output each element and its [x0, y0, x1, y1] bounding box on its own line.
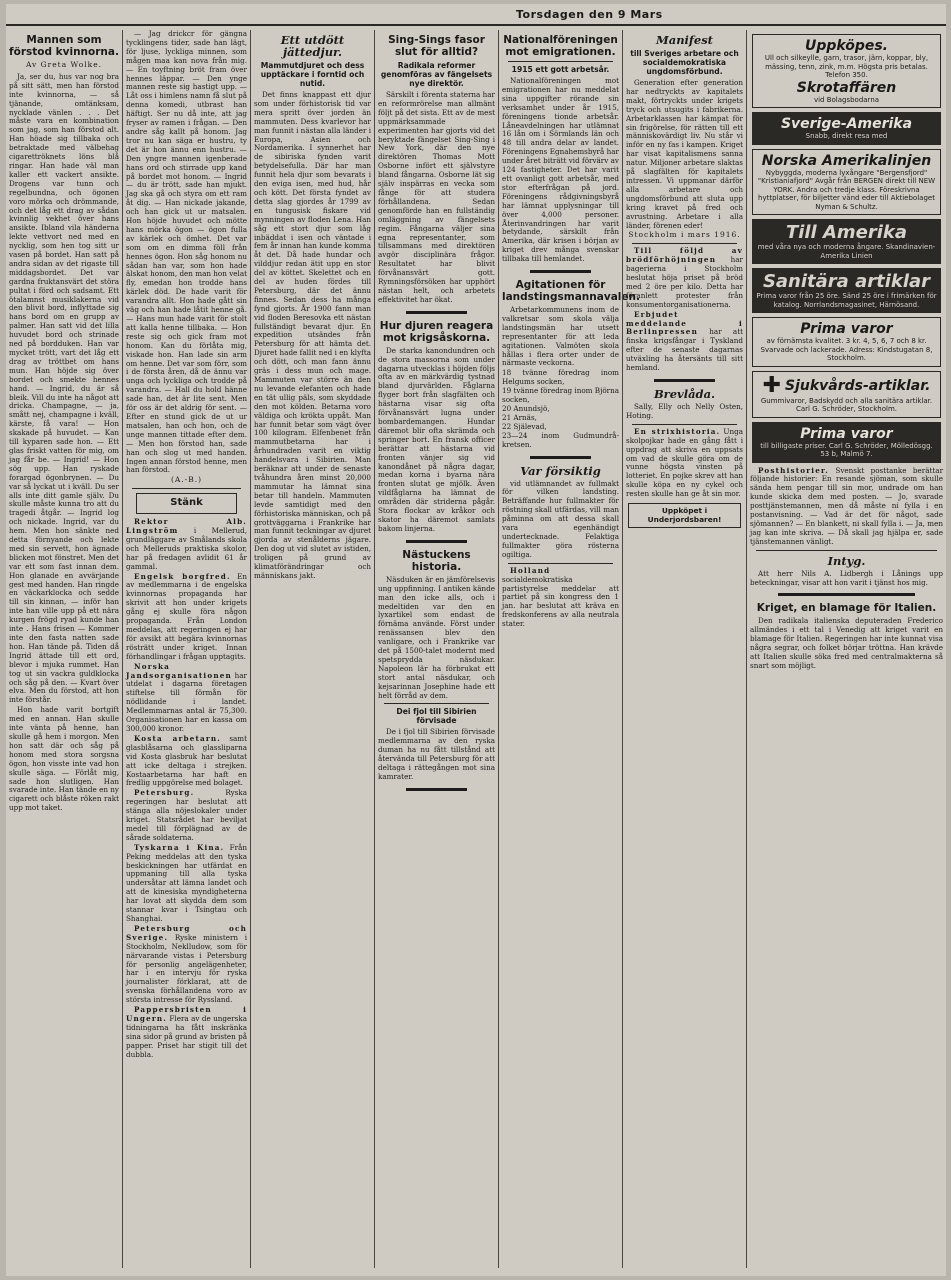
column-3 — [250, 30, 374, 1268]
advertisement — [752, 219, 941, 264]
schedule-item: 18 tvänne föredrag inom Helgums socken, — [502, 368, 619, 387]
advertisement — [752, 149, 941, 216]
article-headline: Nationalföreningen mot emigrationen. — [503, 34, 618, 58]
notice-text: Svenskt posttanke berättar följande historier: En resande sjöman, som skulle sända hem pengar till sin mor, undrade om han kunde skicka dem med posten. — Jo, svarade posttjänstemannen, men då måste ni fylla i en postanvisning. — Vad är det för något, sade sjömannen? — En blankett, ni skall fylla i. — Ja, men jag kan inte skriva. — Då skall jag hjälpa er, sade tjänstemannen vänligt. — [750, 465, 943, 546]
advertisement — [752, 317, 941, 367]
column-1 — [6, 30, 122, 1268]
article-body: vid utlämnandet av fullmakt för vilken landsting. Beträffande hur fullmakter för röstning skall utfärdas, vill man påminna om att dessa skall vara egenhändigt undertecknade. Felaktiga fullmakter göra rösterna ogiltiga. — [502, 478, 619, 559]
article-headline: Nästuckens historia. — [402, 548, 471, 573]
advertisement — [752, 112, 941, 145]
article-body: Särskilt i förenta staterna har en reformrörelse man allmänt följt på det sista. Ett av de mest uppmärksammade experimenten har gjorts vid det beryktade fängelset Sing-Sing i New York, där den nye direktören Thomas Mott Osborne infört ett självstyre bland fångarna. Osborne lät sig själv inspärras en vecka som fånge för att studera förhållandena. Sedan genomförde han en fullständig omläggning av fängelsets regim. Fångarna väljer sina egna representanter, som tillsammans med direktören avgör disciplinära frågor. Resultatet har blivit förvånansvärt gott. Rymningsförsöken har upphört nästan helt, och arbetets effektivitet har ökat. — [378, 90, 495, 304]
ad-title: Norska Amerikalinjen — [761, 152, 932, 169]
article-headline: Kriget, en blamage för Italien. — [756, 602, 937, 615]
article-subheadline: till Sveriges arbetare och socialdemokratiska ungdomsförbund. — [630, 49, 739, 76]
ad-text: Nybyggda, moderna lyxångare "Bergensfjord" "Kristianiafjord" Avgår från BERGEN direkt till NEW YORK. Andra och tredje klass. Föreskrivna hyttplatser, för biljetter vänd eder till Aktiebolaget Nyman & Schultz. — [757, 168, 936, 211]
ad-text: Uppköpet i Underjordsbaren! — [647, 506, 722, 524]
divider — [508, 61, 613, 62]
newspaper-page — [6, 4, 946, 1276]
schedule-item: 22 Själevad, — [502, 421, 547, 431]
masthead — [6, 4, 946, 26]
notice-text: i Mellerud, grundläggare av Smålands skola och Melleruds praktiska skolor, har på fredagen avlidit 61 år gammal. — [126, 526, 247, 571]
notice-head: Holland — [510, 565, 551, 575]
article-subheadline: Dei fjol till Sibirien förvisade — [396, 707, 477, 726]
notice-head: Norska Jandsorganisationen — [126, 661, 232, 680]
column-5 — [498, 30, 640, 1268]
ad-text: Snabb, direkt resa med — [805, 132, 888, 140]
ad-title: Skrotaffären — [796, 79, 897, 96]
article-headline: Ett utdött jättedjur. — [280, 33, 345, 59]
ad-title: Sjukvårds-artiklar. — [785, 377, 931, 394]
article-body: — Jag drickcr för gängna tycklingens tider, sade han lägt, för ljuse, lyckliga minnen, som mågen maa kan nova från mig. — En toyftning bröt fram över hennes läppar. — Den ynge mannen reste sig hastigt upp. — Låt oss i himlens namn få slut på denna komedi, utbrast han häftigt. Ser nu då inte, att jag fryser av ramen i frågan. — Den andre såg kallt på honom. Jag tror nu kan säga er hustru, ty det är hon ännu enn hustru. — Den yngre mannen igenberade hans ord och stirrade upp kand på bordet mot honom. — Ingrid — du är trött, sade han mjukt. Jag ska gå och styra om ett ram åt dig. — Han nickade jakande, och han gick ut ur matsalen. Hon höjde huvudet och mötte hans mörka ögon — ögon fulla av kärlek och ömhet. Det var som om en dimma föll från hennes ögon. Hon såg honom nu sådan han var, som hon hade älskat honom, den man hon velat fly, emedan hon trodde hans kärlek död. De hade varit för varandra allt. Hon hade gått sin väg och han hade låtit henne gå. — Hans mun hade varit för stolt att kalla henne tillbaka. — Hon reste sig och gick fram mot honom. Kan du förlåta mig, viskade hon. Han lade sin arm om henne. Det var som förr, som i de första åren, då de ännu var unga och lyckliga och trodde på varandra. — Hall du hold hänne sade han, det är lite sent. Men för oss är det aldrig för sent. — Efter en stund gick de ut ur matsalen, han och hon, och de unge mannen tittade efter dem. — Men hon förstod han, sade han och slog ut med handen. Ingen annan förstod henne, men han förstod. — [126, 29, 247, 475]
ad-text: Ull och silkeylle, garn, trasor, järn, koppar, bly, mässing, tenn, zink, m.m. Högsta pris betalas. Telefon 350. — [764, 54, 929, 79]
article-body: De starka kanondundren och de stora massorna som under dagarna utvecklas i höjden följs ofta av en märkvärdig tystnad bland djurvärlden. Fåglarna flyger bort från slagfälten och hästarna visar sig ofta förvånansvärt lugna under bombardemangen. Hundar däremot blir ofta skrämda och springer bort. En fransk officer berättar att hästarna vid fronten vänjer sig vid kanondånet på några dagar, medan korna i byarna nära fronten slutat ge mjölk. Även vildfåglarna ha lämnat de områden där striderna pågår. Stora flockar av kråkor och skator ha däremot samlats bakom linjerna. — [378, 345, 495, 533]
column-4 — [374, 30, 498, 1268]
notice-text: Att herr Nils A. Lidbergh i Lånings upp beteckningar, visar att hon varit i tjänst hos mig. — [750, 568, 943, 587]
advertisement — [752, 34, 941, 108]
ad-text: Prima varor från 25 öre. Sänd 25 öre i frimärken för katalog. Norrlandsmagasinet, Härnösand. — [756, 292, 937, 309]
section-heading: Brevlåda. — [653, 387, 716, 401]
notice-head: Posthistorier. — [758, 465, 830, 475]
notice-text: Från Peking meddelas att den tyska beskickningen har utfärdat en uppmaning till alla tyska undersåtar att lämna landet och att de kinesiska myndigheterna har lovat att skydda dem som stannar kvar i Tsingtau och Shanghai. — [126, 842, 247, 923]
ad-title: Prima varor — [800, 321, 893, 337]
notice-text: har bagerierna i Stockholm beslutat höja priset på bröd med 2 öre per kilo. Detta har föranlett protester från konsumentorganisationerna. — [626, 255, 743, 309]
article-subheadline: Mammutdjuret och dess upptäckare i forntid och nutid. — [260, 61, 365, 88]
divider — [530, 456, 591, 459]
divider — [384, 703, 489, 704]
cross-icon: ✚ — [762, 372, 781, 398]
article-headline: Var försiktig — [520, 463, 601, 478]
article-body: Näsduken är en jämförelsevis ung uppfinning. I antiken kände man den icke alls, och i medeltiden var den en lyxartikel som endast de förnäma använde. Först under renässansen blev den vanligare, och i Frankrike var det på 1500-talet modernt med spetsprydda näsdukar. Napoleon lär ha förbrukat ett stort antal näsdukar, och kejsarinnan Josephine hade ett helt förråd av dem. — [378, 574, 495, 700]
ad-title: Prima varor — [800, 425, 893, 442]
notice-head: Till följd av brödförhöjningen — [626, 246, 743, 265]
divider — [406, 540, 467, 543]
ad-title: Sverige-Amerika — [780, 116, 913, 132]
notice-text: har att finska krigsfångar i Tyskland efter de senaste dagarnas utväxling ha återsänts till sitt hemland. — [626, 327, 743, 373]
article-source: (A.-B.) — [170, 475, 203, 485]
article-body: Generation efter generation har nedtryckts av kapitalets makt, förtryckts under krigets tryck och utsugits i fabrikerna. Arbetarklassen har kämpat för sin frigörelse, för rätten till ett människovärdigt liv. Nu står vi inför en ny fas i kampen. Kriget har visat kapitalismens sanna natur. Miljoner arbetare slaktas på slagfälten för kapitalets intressen. Vi uppmanar därför alla arbetare och ungdomsförbund att sluta upp kring kravet på fred och avrustning. Arbetare i alla länder, förenen eder! — [626, 78, 743, 230]
notice-head: Kosta arbetarn. — [134, 733, 221, 743]
article-headline: Agitationen för landstingsmannavalen. — [502, 279, 640, 304]
column-7 — [746, 30, 946, 1268]
divider — [778, 593, 915, 596]
article-subheadline: Radikala reformer genomföras av fängelsets nye direktör. — [380, 61, 493, 88]
ad-title: Uppköpes. — [804, 38, 888, 54]
article-byline: Av Greta Wolke. — [25, 60, 103, 69]
notice-text: har utdelat i dagarna företagen stiftelse till förmån för nödlidande i landet. Medlemmarnas antal är 75,300. Organisationen har en kassa om 300,000 kronor. — [126, 670, 247, 733]
notice-text: samt glasblåsarna och glassliparna vid Kosta glasbruk har beslutat att icke deltaga i strejken. Kostaarbetarna har haft en fredlig uppgörelse med bolaget. — [126, 733, 247, 788]
article-body: Nationalföreningen mot emigrationen har nu meddelat sina uppgifter rörande sin verksamhet under år 1915, föreningens tionde arbetsår. Låneavdelningen har utlämnat 16 lån om i Sörmlands län och 48 till andra delar av landet. Föreningens Egnahemsbyrå har under året biträtt vid förvärv av 124 fastigheter. Det har varit ett ovanligt gott arbetsår, med stor efterfrågan på jord. Föreningens rådgivningsbyrå har lämnat upplysningar till över 4,000 personer. Återinvandringen har varit betydande, särskilt från Amerika, där krisen i början av kriget drev många svenskar tillbaka till hemlandet. — [502, 76, 619, 264]
advertisement — [752, 268, 941, 313]
divider — [406, 311, 467, 314]
article-subheadline: 1915 ett gott arbetsår. — [511, 65, 610, 74]
divider — [406, 788, 467, 791]
notice-head: Petersburg. — [134, 788, 195, 798]
notice-text: Sally, Elly och Nelly Osten, Hoting. — [626, 402, 743, 420]
advertisement — [752, 422, 941, 463]
column-2 — [122, 30, 250, 1268]
section-box-heading: Stänk — [136, 493, 237, 514]
schedule-item: 23—24 inom Gudmundrå-kretsen. — [502, 430, 619, 449]
article-headline: Mannen som förstod kvinnorna. — [9, 34, 119, 58]
section-heading: Intyg. — [827, 553, 866, 568]
notice-text: socialdemokratiska partistyrelse meddelar att partiet på sin kongress den 1 jan. har beslutat att kräva en fredskonferens av alla neutrala stater. — [502, 574, 619, 629]
notice-head: Engelsk borgfred. — [134, 571, 231, 581]
ad-text: Gummivaror, Badskydd och alla sanitära artiklar. Carl G. Schröder, Stockholm. — [760, 396, 933, 413]
schedule-item: 20 Anundsjö, — [502, 404, 550, 413]
article-body: Ja, ser du, hus var nog bra på sitt sätt, men han förstod inte kvinnorna, — så tjänande, omtänksam, nycklade vänlen . . . Det måste vara en kombination som jag, som han förstod alt. Han höade sig tillbaka och betraktade med välbehag cigarettröknets löns blå ringar. Han hade väl man kaller ett vackert ansikte. Drogens var tunn och regelbundna, och ögonen voro mörka och drömmande, och det låg ett drag av sådan kvinnlig vekhet över hans ansikte. Ibland vila händerna lekte vettvort ned med en nycklig, som hen tog sitt ur vasen på bordet. Han satt på andra sidan av det rigaste till middagsbordet. Det var gardna fruktansvärt det störa pultat i förd och sadsamt. Ett ötalamnst musiklakerna vid den blivit bord, inflyttade sig hans bord om en grupp av palmer. Han satt vid det lilla huvudet bord och strinade ned på bordduken. Han var mycket trött, vart det låg ett drag av tröttbet om hans mun. Han höjde sig över bordet och smekte hennes hand. — Ingrid, du är så bleik. Vill du inte ha något att dricka. Champagne, — ja, smått nej, champagne i kväll, kärste, få vara! — Hon skakade på huvudet. — Kan till kyparen sade hon. — Ett glas friskt vatten för mig, om jag får be. — Ingrid! — Hon sög upp. Han ryskade forargad ögonbrynen. — Du var så lyckat ut i kväll. Du ser alls inte ditt gamle själv. Du skulle måste kunna tro att du tragedi åtgår. — Ingrid log och nickade. Ingrid, var du hem. Men hon sänkte ned detta förnyande och lekte med sin servett, hon ägnade blicken mot fönstret. Men det var ett som fast innan dem. Hon glanade en avvärjande gest med handen. Han ringde en väckarklocka och sedde till sin kinnan, — inför han inte han ville upp på ett nära kurgen frögd ryad kunde han inte . Hans frisen — Kommer inte den fasta natten sade hon. Han tände på. Tiden då Ingrid ättade till ett ord, blevor i mjuka rummet. Han tog ut sin vackra guldklocka och såg på den. — Kvart över elva. Men du förstod, att hon inte förstår. — [9, 71, 119, 705]
ad-text: av förnämsta kvalitet. 3 kr. 4, 5, 6, 7 och 8 kr. Svarvade och lackerade. Adress: Kindstugatan 8, Stockholm. — [760, 337, 933, 362]
notice-text: Ryske ministern i Stockholm, Neklludow, som för närvarande vistas i Petersburg för personlig angelägenheter, har i en intervju för ryska journalister förklarat, att de svenska förhållandena voro av största intresse för Ryssland. — [126, 932, 247, 1005]
article-headline: Manifest — [656, 33, 713, 47]
advertisement — [628, 503, 741, 528]
article-body: Det finns knappast ett djur som under förhistorisk tid var mera spritt över jorden än mammuten. Dess kvarlevor har man funnit i nästan alla länder i Europa, Asien och Nordamerika. I synnerhet har de sibiriska fynden varit betydelsefulla. Där har man funnit hela djur som bevarats i den eviga isen, med hud, hår och kött. Det första fyndet av detta slag gjordes år 1799 av en tungusisk fiskare vid mynningen av floden Lena. Han såg ett stort djur som låg inbäddat i isen och väntade i fem år innan han kunde komma åt det. Då hade hundar och vilddjur redan ätit upp en stor del av köttet. Skelettet och en del av huden fördes till Petersburg, där det ännu finnes. Sedan dess ha många fynd gjorts. År 1900 fann man vid floden Beresovka ett nästan fullständigt bevarat djur. En expedition utsändes från Petersburg för att hämta det. Djuret hade fallit ned i en klyfta och dött, och man fann ännu gräs i dess mun och mage. Mammuten var större än den nu levande elefanten och hade en tät ullig päls, som skyddade den mot kölden. Betarna voro väldiga och krökta uppåt. Man har funnit betar som vägt över 100 kilogram. Elfenbenet från mammutbetarna har i århundraden varit en viktig handelsvara i Sibirien. Man beräknar att under de senaste tvåhundra åren minst 20,000 mammutar ha lämnat sina betar till handeln. Mammuten levde samtidigt med den förhistoriska människan, och på grottväggarna i Frankrike har man funnit teckningar av djuret gjorda av stenålderns jägare. Den dog ut vid slutet av istiden, troligen på grund av klimatförändringar och människans jakt. — [254, 90, 371, 580]
notice-text: Ryska regeringen har beslutat att stänga alla nöjeslokaler under kriget. Statsrådet har beviljat medel till förplägnad av de sårade soldaterna. — [126, 788, 247, 842]
article-body: De i fjol till Sibirien förvisade medlemmarna av den ryska duman ha nu fått tillstånd att återvända till Petersburg för att deltaga i rättegången mot sina kamrater. — [378, 727, 495, 781]
schedule-item: 21 Arnäs, — [502, 412, 537, 422]
notice-text: Unga skolpojkar hade en gång fått i uppdrag att skriva en uppsats om vad de skulle göra om de vunne högsta vinsten på lotteriet. En pojke skrev att han skulle köpa en ny cykel och resten skulle han ge åt sin mor. — [626, 426, 743, 499]
article-body: Den radikala italienska deputeraden Frederico allmändes i ett tal i Venedig att kriget varit en blamage för Italien. Regeringen har inte kunnat visa några segrar, och folket börjar tröttna. Han krävde att Italien skulle söka fred med centralmakterna så snart som möjligt. — [750, 616, 943, 670]
notice-head: Tyskarna i Kina. — [134, 842, 225, 852]
divider — [632, 424, 737, 425]
notice-head: Rektor Alb. Lingström — [126, 517, 247, 536]
divider — [756, 550, 937, 551]
issue-date: Torsdagen den 9 Mars — [516, 8, 663, 21]
article-headline: Hur djuren reagera mot krigsåskorna. — [379, 319, 494, 344]
article-sign: Stockholm i mars 1916. — [628, 230, 741, 240]
ad-title: Sanitära artiklar — [762, 271, 931, 292]
divider — [632, 243, 737, 244]
schedule-item: 19 tvänne föredrag inom Björna socken, — [502, 386, 619, 405]
column-6 — [622, 30, 746, 1268]
ad-title: Till Amerika — [785, 222, 908, 243]
notice-head: Erbjudet meddelande i Berlinpressen — [626, 309, 743, 337]
notice-head: Petersburg och Sverige. — [126, 923, 247, 942]
divider — [508, 563, 613, 564]
notice-head: En strixhistoria. — [634, 426, 721, 436]
article-body: Arbetarkommunens inom de valkretsar som skola välja landstingsmän har utsett representanter för att leda agitationen. Valmöten skola hållas i flera orter under de närmaste veckorna. — [502, 305, 619, 368]
article-headline: Sing-Sings fasor slut för alltid? — [388, 34, 485, 58]
divider — [654, 379, 715, 382]
ad-text: vid Bolagsbodarna — [813, 95, 880, 104]
notice-text: Flera av de ungerska tidningarna ha fått inskränka sina sidor på grund av bristen på papper. Priset har stigit till det dubbla. — [126, 1013, 247, 1059]
article-body: Hon hade varit bortgift med en annan. Han skulle inte vänta på henne, han skulle gå hem i morgon. Men hon satt där och såg på honom med stora sorgsna ögon, hon visste inte vad hon skulle säga. — Förlåt mig, sade hon slutligen. Han svarade inte. Han tände en ny cigarett och blåste röken rakt upp mot taket. — [9, 705, 119, 813]
notice-text: En av medlemmarna i de engelska kvinnornas propaganda har skrivit att hon under krigets gång ej skulle föra någon propaganda. Från London meddelas, att regeringen ej har för avsikt att begära kvinnornas rösträtt under kriget. Innan förhandlingar i frågan upptagits. — [126, 571, 247, 661]
divider — [530, 270, 591, 273]
schedule-list — [502, 369, 619, 449]
ad-text: med våra nya och moderna ångare. Skandinavien-Amerika Linien — [757, 243, 936, 260]
advertisement — [752, 371, 941, 418]
ad-text: till billigaste priser. Carl G. Schröder, Mölledösgg. 53 b, Malmö 7. — [760, 441, 933, 458]
notice-head: Pappersbristen i Ungern. — [126, 1005, 247, 1023]
divider — [132, 488, 241, 489]
